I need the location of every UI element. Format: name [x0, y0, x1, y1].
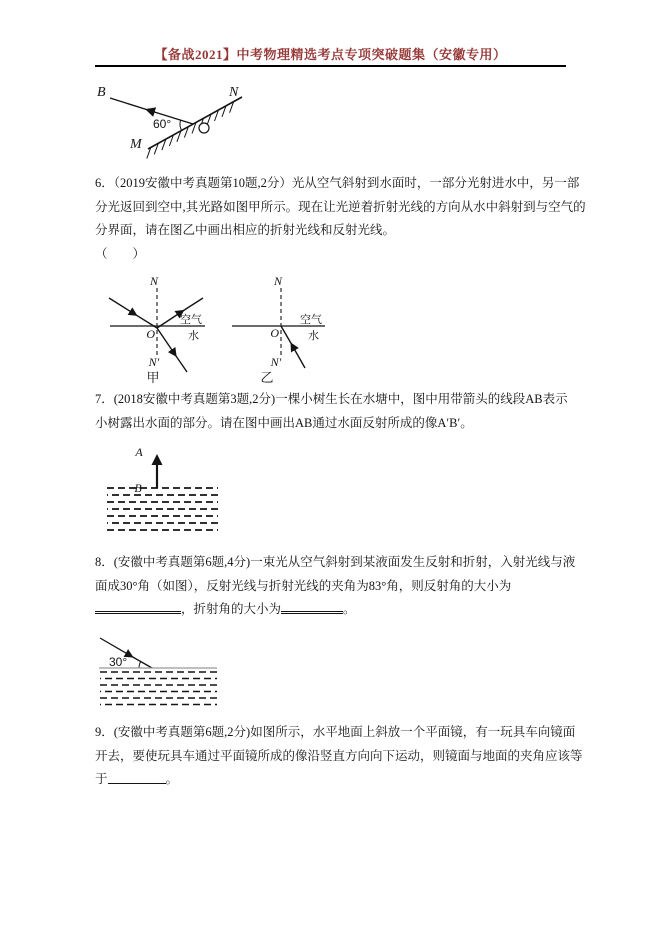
label-n-prime: N′	[270, 355, 282, 369]
label-air: 空气	[300, 314, 322, 326]
label-o: O	[270, 326, 279, 340]
label-b: B	[97, 85, 106, 100]
q7-line-1: 7．(2018安徽中考真题第3题,2分)一棵小树生长在水塘中，图中用带箭头的线段AB表示	[95, 392, 568, 406]
label-air: 空气	[180, 314, 202, 326]
label-o: O	[146, 327, 155, 341]
question-8	[95, 551, 595, 622]
q6-answer-bracket: （ ）	[95, 246, 146, 261]
label-water: 水	[188, 330, 199, 342]
q9-blank-end-text: 。	[165, 772, 179, 786]
label-n: N	[229, 85, 239, 100]
q8-line-2: 面成30°角（如图），反射光线与折射光线的夹角为83°角，则反射角的大小为	[95, 578, 512, 593]
label-n: N	[273, 274, 283, 288]
angle-arc	[180, 120, 182, 130]
question-7	[95, 388, 595, 435]
q8-blank-mid-text: ，折射角的大小为	[181, 602, 282, 616]
q9-blank-angle	[108, 771, 166, 784]
q8-blank-refraction-angle	[281, 599, 343, 614]
angle-label: 30°	[109, 655, 128, 669]
water-hatch	[107, 488, 218, 530]
q9-blank-pre-text: 于	[95, 772, 108, 786]
q8-blank-reflection-angle	[95, 599, 181, 614]
label-b: B	[134, 481, 142, 495]
incident-ray-diagram	[95, 632, 225, 712]
angle-label: 60°	[153, 117, 172, 131]
caption-yi: 乙	[260, 370, 274, 385]
page-header-title: 【备战2021】中考物理精选考点专项突破题集（安徽专用）	[154, 47, 507, 62]
incident-ray	[109, 298, 157, 328]
q7-line-2: 小树露出水面的部分。请在图中画出AB通过水面反射所成的像A′B′。	[95, 415, 473, 430]
question-6	[95, 172, 595, 266]
q9-line-2: 开去，要使玩具车通过平面镜所成的像沿竖直方向向下运动，则镜面与地面的夹角应该等	[95, 748, 583, 763]
q9-blank-line	[95, 768, 595, 792]
q8-line-1: 8．(安徽中考真题第6题,4分)一束光从空气斜射到某液面发生反射和折射，入射光线与液	[95, 555, 576, 569]
tree-water-diagram	[95, 438, 235, 538]
header-rule	[95, 65, 566, 67]
incident-ray-from-water	[281, 326, 305, 368]
mirror-diagram	[85, 75, 265, 170]
question-9	[95, 721, 595, 792]
water-hatch	[100, 672, 217, 705]
q6-line-1: 6．（2019安徽中考真题第10题,2分）光从空气斜射到水面时，一部分光射进水中，另一部	[95, 176, 580, 190]
q6-line-3: 分界面，请在图乙中画出相应的折射光线和反射光线。	[95, 223, 396, 237]
refraction-diagrams	[95, 270, 340, 390]
angle-arc	[139, 662, 141, 669]
q8-blank-line	[95, 598, 595, 622]
point-o-circle	[199, 123, 209, 133]
q9-line-1: 9．(安徽中考真题第6题,2分)如图所示，水平地面上斜放一个平面镜，有一玩具车向镜面	[95, 725, 576, 739]
label-m: M	[130, 137, 142, 152]
caption-jia: 甲	[146, 370, 160, 385]
label-water: 水	[308, 330, 319, 342]
figure-jia	[109, 274, 205, 385]
q8-blank-end-text: 。	[343, 602, 356, 616]
figure-yi	[232, 274, 325, 385]
label-n: N	[149, 274, 159, 288]
refracted-ray	[157, 328, 187, 372]
label-a: A	[135, 445, 143, 459]
label-n-prime: N′	[148, 355, 160, 369]
q6-line-2: 分光返回到空中,其光路如图甲所示。现在让光逆着折射光线的方向从水中斜射到与空气的	[95, 199, 586, 214]
